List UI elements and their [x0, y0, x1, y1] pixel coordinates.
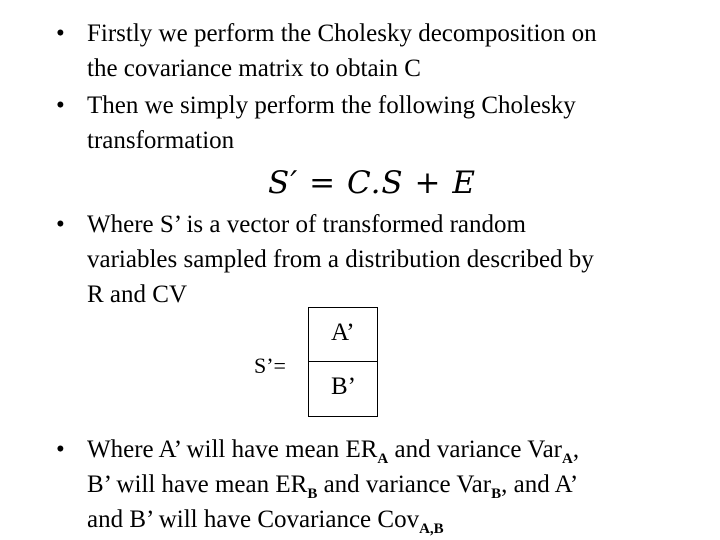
vector-box: [308, 307, 378, 417]
vector-cell-b: B’: [331, 373, 356, 400]
bullet-dot: •: [56, 20, 65, 47]
bullet-line: Where S’ is a vector of transformed random: [87, 211, 526, 238]
subscript: B: [491, 486, 502, 502]
bullet-dot: •: [56, 92, 65, 119]
bullet-dot: •: [56, 436, 65, 463]
bullet-line: R and CV: [87, 281, 187, 308]
subscript: A: [562, 451, 573, 467]
cholesky-equation: S′ = C.S + E: [268, 165, 476, 201]
subscript: B: [307, 486, 318, 502]
text-segment: ,: [572, 436, 580, 463]
bullet-line: [87, 432, 579, 467]
bullet-mean-variance: [56, 432, 579, 537]
subscript: A: [377, 451, 389, 467]
vector-label: S’=: [254, 353, 286, 378]
subscript: A,B: [419, 521, 444, 537]
text-segment: , and A’: [501, 471, 579, 498]
bullet-line: the covariance matrix to obtain C: [87, 55, 421, 82]
bullet-line: variables sampled from a distribution described by: [87, 246, 594, 273]
bullet-cholesky-decomposition: [56, 16, 597, 86]
bullet-dot: •: [56, 211, 65, 238]
text-segment: and B’ will have Covariance Cov: [87, 506, 420, 533]
bullet-line: [87, 502, 579, 537]
vector-cell-a: A’: [309, 308, 377, 362]
bullet-line: [87, 467, 579, 502]
bullet-line: transformation: [87, 127, 235, 154]
text-segment: and variance Var: [317, 471, 492, 498]
text-segment: B’ will have mean ER: [87, 471, 308, 498]
text-segment: and variance Var: [388, 436, 563, 463]
text-segment: Where A’ will have mean ER: [87, 436, 378, 463]
bullet-cholesky-transformation: [56, 88, 576, 158]
bullet-line: Firstly we perform the Cholesky decomposition on: [87, 20, 597, 47]
bullet-line: Then we simply perform the following Cholesky: [87, 92, 576, 119]
bullet-vector-definition: [56, 207, 594, 312]
